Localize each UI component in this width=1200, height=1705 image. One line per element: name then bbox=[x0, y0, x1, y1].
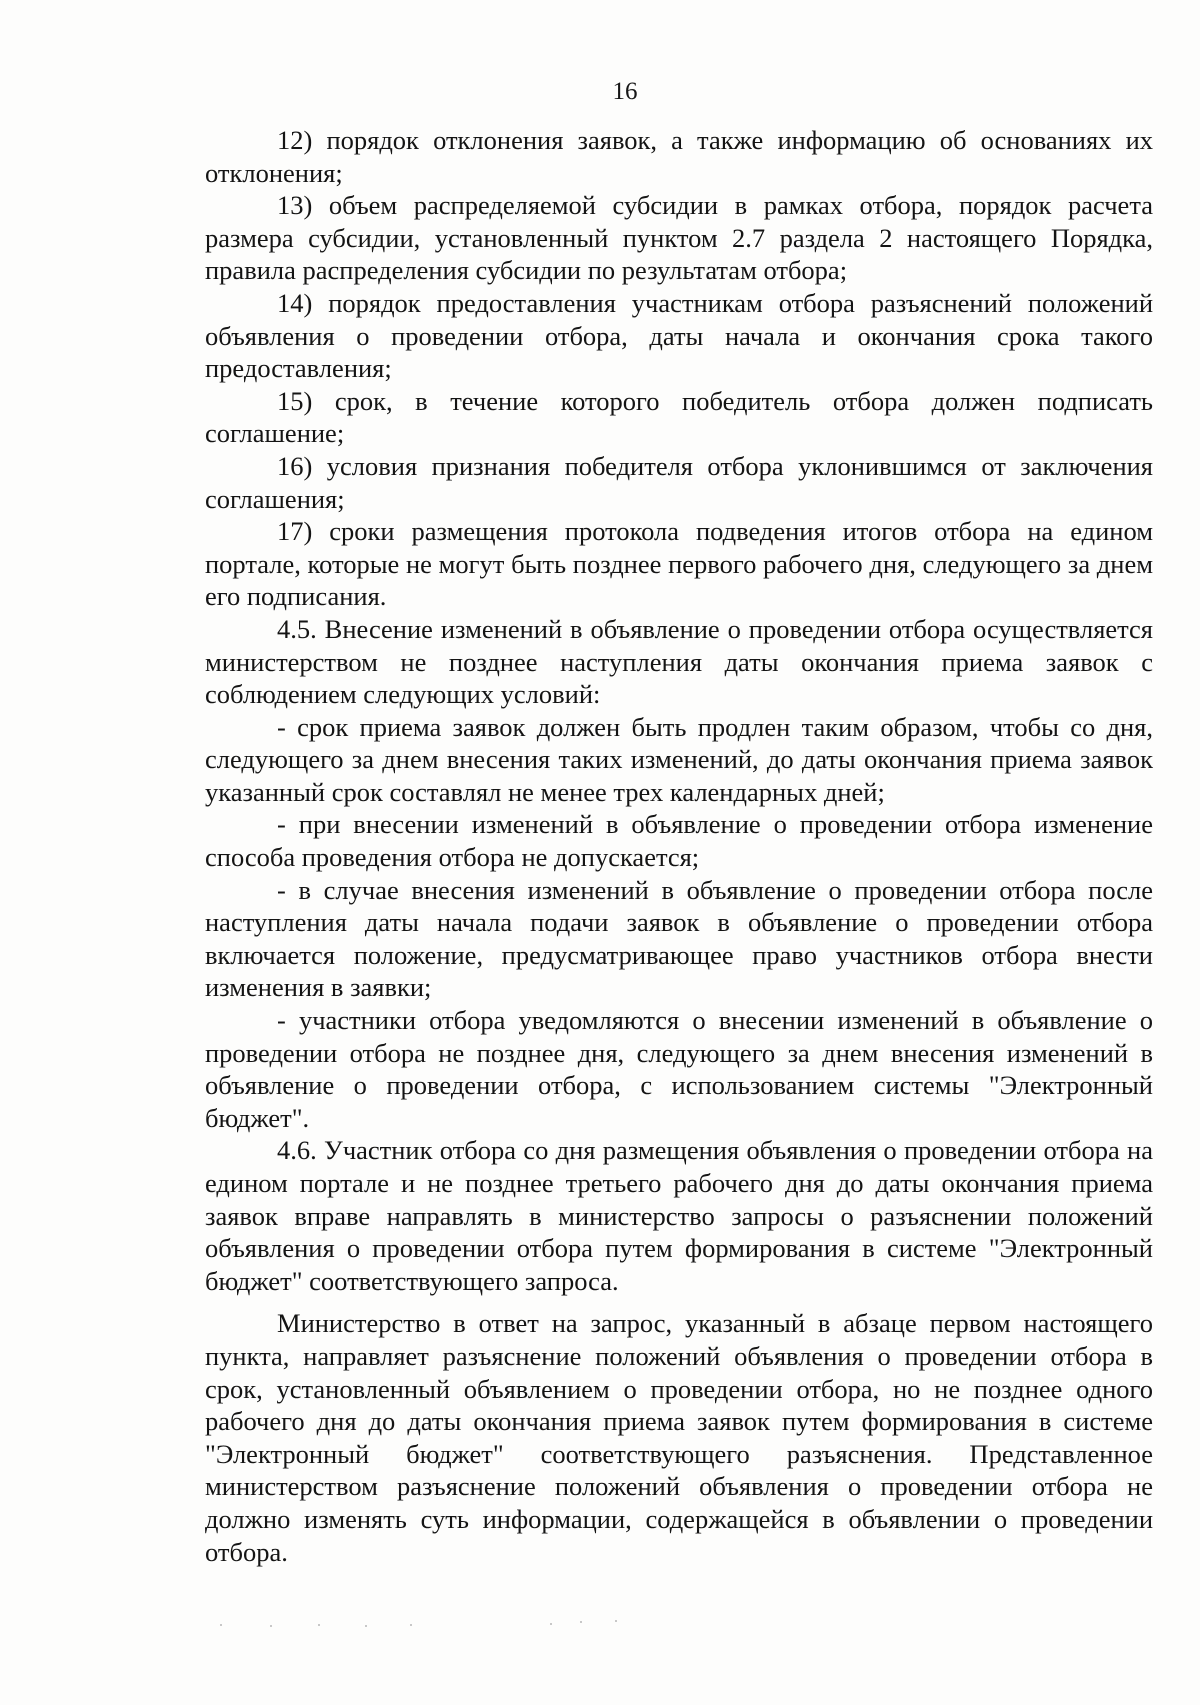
scan-dot bbox=[615, 1620, 617, 1622]
paragraph-item-12: 12) порядок отклонения заявок, а также информацию об основаниях их отклонения; bbox=[205, 125, 1153, 188]
page-number: 16 bbox=[612, 78, 638, 105]
scan-dot bbox=[270, 1625, 272, 1627]
paragraph-item-16: 16) условия признания победителя отбора уклонившимся от заключения соглашения; bbox=[205, 450, 1153, 514]
scan-dot bbox=[550, 1623, 552, 1625]
scan-dot bbox=[318, 1624, 320, 1626]
scan-dot bbox=[580, 1621, 582, 1623]
condition-notify-participants: - участники отбора уведомляются о внесении изменений в объявление о проведении отбора не позднее дня, следующего за днем внесения изменений в объявление о проведении отбора, с использованием системы "Электронный бюджет". bbox=[205, 1005, 1153, 1133]
scan-dot bbox=[220, 1624, 222, 1626]
condition-no-method-change: - при внесении изменений в объявление о проведении отбора изменение способа проведения отбора не допускается; bbox=[205, 809, 1153, 873]
paragraph-item-15: 15) срок, в течение которого победитель отбора должен подписать соглашение; bbox=[205, 385, 1153, 449]
scan-noise bbox=[200, 1620, 700, 1630]
paragraph-4-5: 4.5. Внесение изменений в объявление о проведении отбора осуществляется министерством не позднее наступления даты окончания приема заявок с соблюдением следующих условий: bbox=[205, 613, 1153, 710]
paragraph-4-6: 4.6. Участник отбора со дня размещения объявления о проведении отбора на едином портале и не позднее третьего рабочего дня до даты окончания приема заявок вправе направлять в министерство запросы о разъяснении положений объявления о проведении отбора путем формирования в системе "Электронный бюджет" соответствующего запроса. bbox=[205, 1135, 1153, 1296]
paragraph-item-13: 13) объем распределяемой субсидии в рамках отбора, порядок расчета размера субсидии, установленный пунктом 2.7 раздела 2 настоящего Порядка, правила распределения субсидии по результатам отбора; bbox=[205, 190, 1153, 286]
document-body bbox=[205, 124, 1153, 1568]
scan-dot bbox=[410, 1624, 412, 1626]
scan-dot bbox=[365, 1625, 367, 1627]
paragraph-item-17: 17) сроки размещения протокола подведения итогов отбора на едином портале, которые не могут быть позднее первого рабочего дня, следующего за днем его подписания. bbox=[205, 516, 1153, 612]
paragraph-item-14: 14) порядок предоставления участникам отбора разъяснений положений объявления о проведении отбора, даты начала и окончания срока такого предоставления; bbox=[205, 287, 1153, 384]
paragraph-ministry-response: Министерство в ответ на запрос, указанный в абзаце первом настоящего пункта, направляет разъяснение положений объявления о проведении отбора в срок, установленный объявлением о проведении отбора, но не позднее одного рабочего дня до даты окончания приема заявок путем формирования в системе "Электронный бюджет" соответствующего разъяснения. Представленное министерством разъяснение положений объявления о проведении отбора не должно изменять суть информации, содержащейся в объявлении о проведении отбора. bbox=[205, 1308, 1153, 1567]
condition-extend-deadline: - срок приема заявок должен быть продлен таким образом, чтобы со дня, следующего за днем внесения таких изменений, до даты окончания приема заявок указанный срок составлял не менее трех календарных дней; bbox=[205, 711, 1153, 807]
condition-allow-amendments: - в случае внесения изменений в объявление о проведении отбора после наступления даты начала подачи заявок в объявление о проведении отбора включается положение, предусматривающее право участников отбора внести изменения в заявки; bbox=[205, 874, 1153, 1003]
